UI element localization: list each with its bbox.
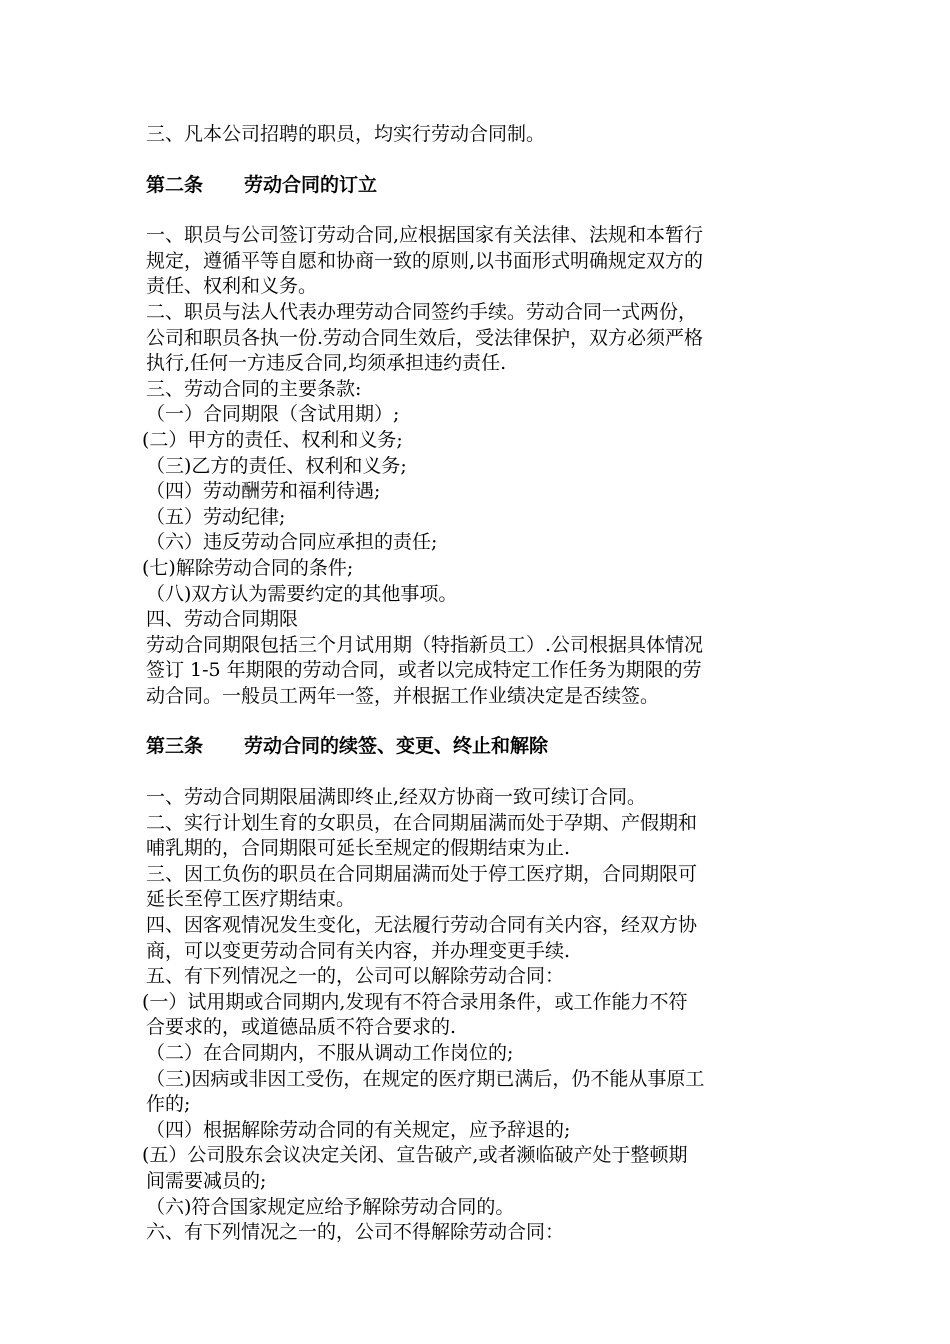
list-item: (七)解除劳动合同的条件; bbox=[142, 556, 354, 579]
article-2-number: 第二条 bbox=[146, 173, 204, 196]
article-3-heading bbox=[146, 734, 816, 760]
paragraph-line: 规定，遵循平等自愿和协商一致的原则,以书面形式明确规定双方的 bbox=[146, 249, 704, 272]
paragraph-line: 劳动合同期限包括三个月试用期（特指新员工）.公司根据具体情况 bbox=[146, 633, 704, 656]
list-item: (五）公司股东会议决定关闭、宣告破产,或者濒临破产处于整顿期 bbox=[142, 1144, 688, 1167]
list-item: 间需要减员的; bbox=[146, 1169, 267, 1192]
paragraph-line: 三、劳动合同的主要条款: bbox=[146, 377, 362, 400]
article-2-body bbox=[142, 223, 816, 709]
paragraph-line: 五、有下列情况之一的，公司可以解除劳动合同： bbox=[146, 965, 565, 988]
paragraph-line: 一、职员与公司签订劳动合同,应根据国家有关法律、法规和本暂行 bbox=[146, 224, 704, 247]
list-item: （三)乙方的责任、权利和义务; bbox=[146, 454, 407, 477]
list-item: 合要求的，或道德品质不符合要求的. bbox=[146, 1016, 457, 1039]
paragraph-line: 责任、权利和义务。 bbox=[146, 275, 318, 298]
paragraph-line: 公司和职员各执一份.劳动合同生效后，受法律保护，双方必须严格 bbox=[146, 326, 704, 349]
paragraph-line: 一、劳动合同期限届满即终止,经双方协商一致可续订合同。 bbox=[146, 786, 647, 809]
paragraph-line: 四、劳动合同期限 bbox=[146, 608, 299, 631]
article-3-number: 第三条 bbox=[146, 735, 204, 758]
list-item: （四）劳动酬劳和福利待遇; bbox=[146, 480, 381, 503]
list-item: （二）在合同期内，不服从调动工作岗位的; bbox=[146, 1042, 514, 1064]
list-item: 作的; bbox=[146, 1093, 191, 1116]
list-item: （四）根据解除劳动合同的有关规定，应予辞退的; bbox=[146, 1118, 571, 1141]
article-3-title: 劳动合同的续签、变更、终止和解除 bbox=[244, 735, 549, 758]
paragraph-line: 二、职员与法人代表办理劳动合同签约手续。劳动合同一式两份， bbox=[146, 300, 698, 323]
list-item: （五）劳动纪律; bbox=[146, 505, 286, 528]
list-item: （六）违反劳动合同应承担的责任; bbox=[146, 531, 438, 554]
paragraph-line: 六、有下列情况之一的，公司不得解除劳动合同： bbox=[146, 1221, 565, 1244]
list-item: （六)符合国家规定应给予解除劳动合同的。 bbox=[146, 1195, 515, 1218]
paragraph-line: 二、实行计划生育的女职员，在合同期届满而处于孕期、产假期和 bbox=[146, 811, 698, 834]
paragraph-line: 签订 1-5 年期限的劳动合同，或者以完成特定工作任务为期限的劳 bbox=[146, 659, 702, 682]
paragraph-line: 三、因工负伤的职员在合同期届满而处于停工医疗期，合同期限可 bbox=[146, 862, 698, 885]
intro-line: 三、凡本公司招聘的职员，均实行劳动合同制。 bbox=[146, 123, 546, 145]
list-item: （八)双方认为需要约定的其他事项。 bbox=[146, 582, 458, 605]
list-item: （三)因病或非因工受伤，在规定的医疗期已满后，仍不能从事原工 bbox=[146, 1067, 705, 1090]
list-item: (二）甲方的责任、权利和义务; bbox=[142, 428, 403, 451]
paragraph-line: 四、因客观情况发生变化，无法履行劳动合同有关内容，经双方协 bbox=[146, 914, 698, 937]
article-3-body bbox=[142, 785, 816, 1246]
paragraph-line: 哺乳期的，合同期限可延长至规定的假期结束为止. bbox=[146, 837, 571, 860]
list-item: （一）合同期限（含试用期）; bbox=[146, 403, 400, 426]
paragraph-line: 延长至停工医疗期结束。 bbox=[146, 888, 356, 911]
paragraph-line: 执行,任何一方违反合同,均须承担违约责任. bbox=[146, 352, 507, 375]
paragraph-line: 商，可以变更劳动合同有关内容，并办理变更手续. bbox=[146, 939, 571, 962]
document-body bbox=[142, 122, 816, 1246]
article-2-title: 劳动合同的订立 bbox=[244, 173, 378, 196]
paragraph-line: 动合同。一般员工两年一签，并根据工作业绩决定是否续签。 bbox=[146, 684, 660, 707]
list-item: (一）试用期或合同期内,发现有不符合录用条件，或工作能力不符 bbox=[142, 990, 688, 1013]
article-2-heading bbox=[146, 173, 816, 199]
